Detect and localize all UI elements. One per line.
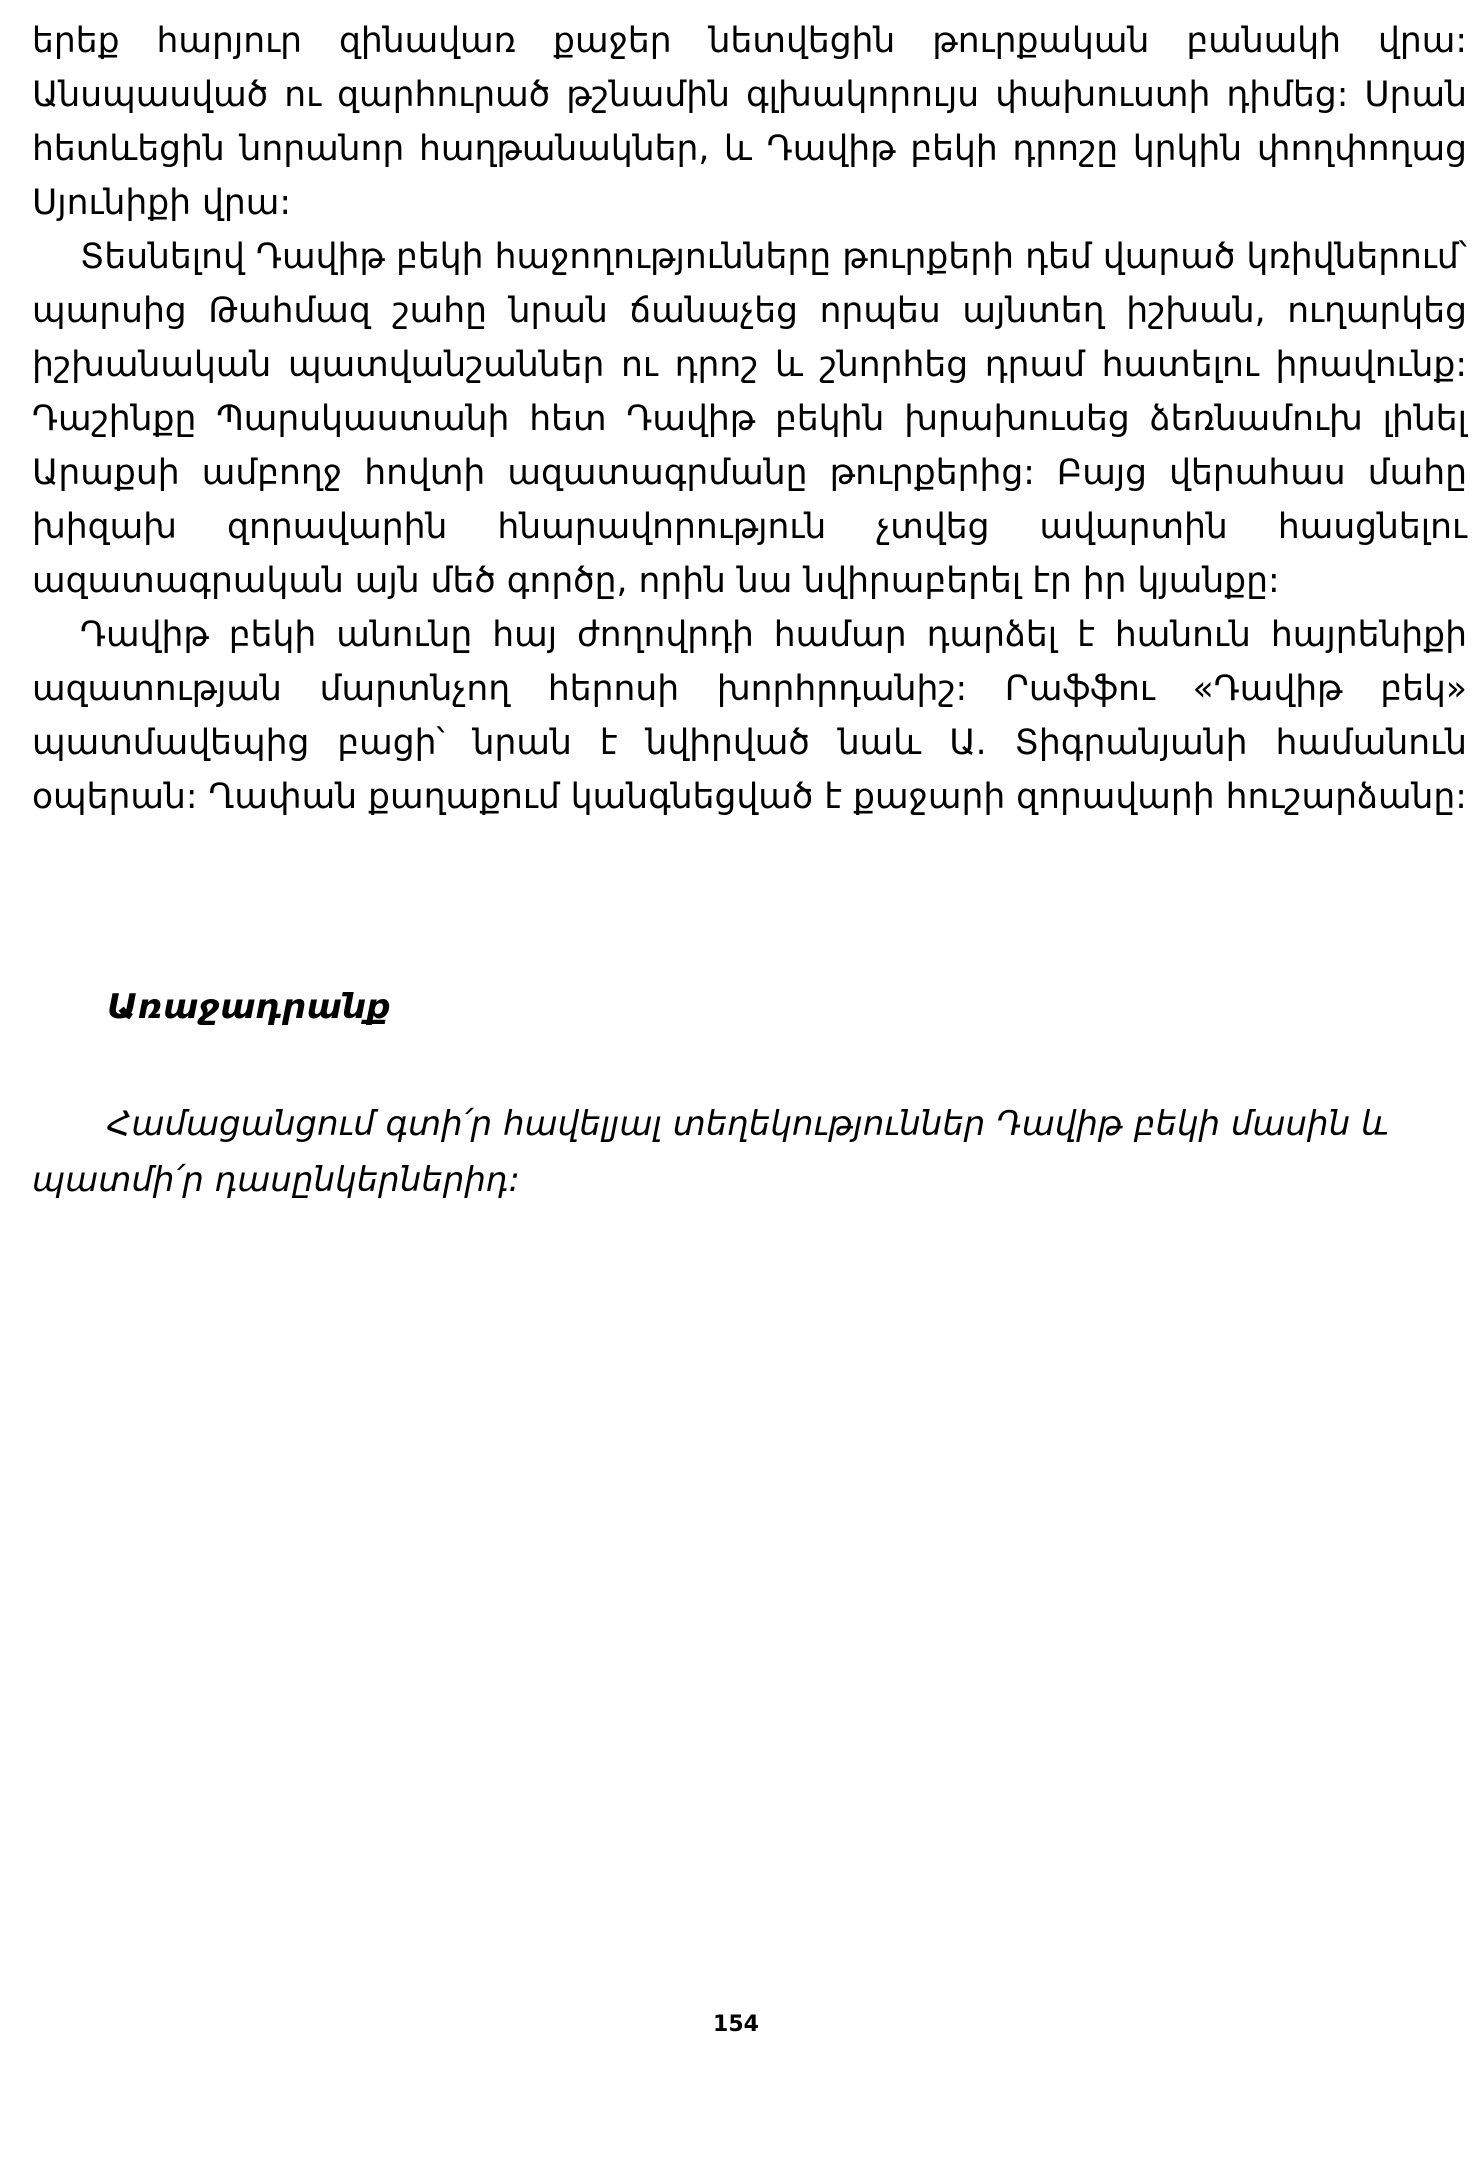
body-text [32, 14, 1467, 824]
page-number: 154 [713, 2012, 759, 2037]
assignment-heading: Առաջադրանք [107, 987, 391, 1027]
paragraph-2: Տեսնելով Դավիթ բեկի հաջողությունները թուրքերի դեմ վարած կռիվներում՝ պարսից Թահմազ շահը նրան ճանաչեց որպես այնտեղ իշխան, ուղարկեց իշխանական պատվանշաններ ու դրոշ և շնորհեց դրամ հատելու իրավունք: Դաշինքը Պարսկաստանի հետ Դավիթ բեկին խրախուսեց ձեռնամուխ լինել Արաքսի ամբողջ հովտի ազատագրմանը թուրքերից: Բայց վերահաս մահը խիզախ զորավարին հնարավորություն չտվեց ավարտին հասցնելու ազատագրական այն մեծ գործը, որին նա նվիրաբերել էր իր կյանքը: [32, 237, 1467, 601]
assignment-text: Համացանցում գտի՛ր հավելյալ տեղեկություններ Դավիթ բեկի մասին և պատմի՛ր դասընկերներիդ: [32, 1104, 1389, 1200]
paragraph-3: Դավիթ բեկի անունը հայ ժողովրդի համար դարձել է հանուն հայրենիքի ազատության մարտնչող հերոսի խորհրդանիշ: Րաֆֆու «Դավիթ բեկ» պատմավեպից բացի՝ նրան է նվիրված նաև Ա. Տիգրանյանի համանուն օպերան: Ղափան քաղաքում կանգնեցված է քաջարի զորավարի հուշարձանը: [32, 615, 1467, 817]
paragraph-1: երեք հարյուր զինավառ քաջեր նետվեցին թուրքական բանակի վրա: Անսպասված ու զարհուրած թշնամին գլխակորույս փախուստի դիմեց: Սրան հետևեցին նորանոր հաղթանակներ, և Դավիթ բեկի դրոշը կրկին փողփողաց Սյունիքի վրա: [32, 21, 1467, 223]
